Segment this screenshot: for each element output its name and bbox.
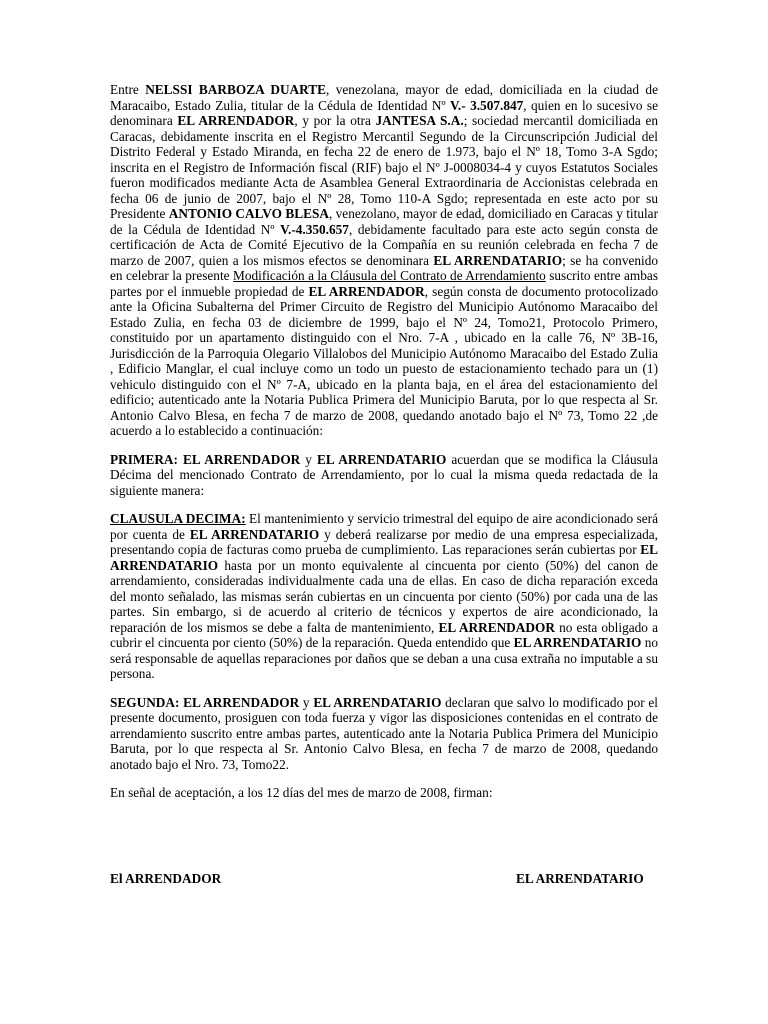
- closing-statement: En señal de aceptación, a los 12 días del mes de marzo de 2008, firman:: [110, 785, 493, 800]
- document-body: [110, 82, 658, 801]
- signature-arrendador: El ARRENDADOR: [110, 871, 222, 886]
- text-run: EL ARRENDATARIO: [313, 694, 442, 710]
- text-run: EL ARRENDADOR: [308, 283, 425, 299]
- clause-segunda: SEGUNDA: EL ARRENDADOR y EL ARRENDATARIO declaran que salvo lo modificado por el presente documento, prosiguen con toda fuerza y vigor las disposiciones contenidas en el contrato de arrendamiento suscrito entre ambas partes, autenticado ante la Notaria Publica Primera del Municipio Baruta, por lo que respecta al Sr. Antonio Calvo Blesa, en fecha 7 de marzo de 2008, quedando anotado bajo el Nro. 73, Tomo22.: [110, 694, 659, 772]
- clause-decima: CLAUSULA DECIMA: El mantenimiento y servicio trimestral del equipo de aire acondicionado será por cuenta de EL ARRENDATARIO y deberá realizarse por medio de una empresa especializada, presentando copia de facturas como prueba de cumplimiento. Las reparaciones serán cubiertas por EL ARRENDATARIO hasta por un monto equivalente al cincuenta por ciento (50%) del canon de arrendamiento, consideradas individualmente cada una de ellas. En caso de dicha reparación exceda del monto señalado, las mismas serán cubiertas en un cincuenta por ciento (50%) por cada una de las partes. Sin embargo, si de acuerdo al criterio de técnicos y expertos de aire acondicionado, la reparación de los mismos se debe a falta de mantenimiento, EL ARRENDADOR no esta obligado a cubrir el cincuenta por ciento (50%) de la reparación. Queda entendido que EL ARRENDATARIO no será responsable de aquellas reparaciones por daños que se deban a una cusa extraña no imputable a su persona.: [110, 511, 659, 681]
- text-run: EL ARRENDATARIO: [513, 635, 642, 650]
- intro-paragraph: Entre NELSSI BARBOZA DUARTE, venezolana, mayor de edad, domiciliada en la ciudad de Maracaibo, Estado Zulia, titular de la Cédula de Identidad Nº V.- 3.507.847, quien en lo sucesivo se denominara EL ARRENDADOR, y por la otra JANTESA S.A.; sociedad mercantil domiciliada en Caracas, debidamente inscrita en el Registro Mercantil Segundo de la Circunscripción Judicial del Distrito Federal y Estado Miranda, en fecha 22 de enero de 1.973, bajo el Nº 18, Tomo 3-A Sgdo; inscrita en el Registro de Información fiscal (RIF) bajo el Nº J-0008034-4 y cuyos Estatutos Sociales fueron modificados mediante Acta de Asamblea General Extraordinaria de Accionistas celebrada en fecha 06 de junio de 2007, bajo el Nº 28, Tomo 110-A Sgdo; representada en este acto por su Presidente ANTONIO CALVO BLESA, venezolano, mayor de edad, domiciliado en Caracas y titular de la Cédula de Identidad Nº V.-4.350.657, debidamente facultado para este acto según consta de certificación de Acta de Comité Ejecutivo de la Compañía en su reunión celebrada en fecha 7 de marzo de 2007, quien a los mismos efectos se denominara EL ARRENDATARIO; se ha convenido en celebrar la presente Modificación a la Cláusula del Contrato de Arrendamiento suscrito entre ambas partes por el inmueble propiedad de EL ARRENDADOR, según consta de documento protocolizado ante la Oficina Subalterna del Primer Circuito de Registro del Municipio Autónomo Maracaibo del Estado Zulia, en fecha 03 de diciembre de 1999, bajo el Nº 24, Tomo21, Protocolo Primero, constituido por un apartamento distinguido con el Nro. 7-A , ubicado en la calle 76, Nº 3B-16, Jurisdicción de la Parroquia Olegario Villalobos del Municipio Autónomo Maracaibo del Estado Zulia , Edificio Manglar, el cual incluye como un todo un puesto de estacionamiento techado para un (1) vehiculo distinguido con el Nº 7-A, ubicado en la planta baja, en el área del estacionamiento del edificio; autenticado ante la Notaria Publica Primera del Municipio Baruta, por lo que respecta al Sr. Antonio Calvo Blesa, en fecha 7 de marzo de 2008, quedando anotado bajo el Nº 73, Tomo 22 ,de acuerdo a lo establecido a continuación:: [110, 82, 659, 438]
- text-run: NELSSI BARBOZA DUARTE: [145, 82, 327, 97]
- text-run: V.-4.350.657: [280, 221, 349, 237]
- text-run: PRIMERA: EL ARRENDADOR: [110, 451, 301, 467]
- text-run: EL ARRENDATARIO: [110, 542, 658, 573]
- text-run: EL ARRENDATARIO: [316, 451, 447, 467]
- signature-arrendatario: EL ARRENDATARIO: [516, 871, 644, 886]
- text-run: JANTESA S.A.: [375, 113, 464, 128]
- text-run: ANTONIO CALVO BLESA: [168, 206, 329, 221]
- text-run: EL ARRENDATARIO: [433, 252, 563, 268]
- text-run: CLAUSULA DECIMA:: [110, 511, 246, 526]
- text-run: SEGUNDA: EL ARRENDADOR: [110, 694, 300, 710]
- text-run: EL ARRENDADOR: [438, 619, 555, 635]
- text-run: EL ARRENDATARIO: [189, 526, 320, 542]
- clause-primera: PRIMERA: EL ARRENDADOR y EL ARRENDATARIO acuerdan que se modifica la Cláusula Décima del mencionado Contrato de Arrendamiento, por lo cual la misma queda redactada de la siguiente manera:: [110, 451, 659, 498]
- text-run: V.- 3.507.847: [450, 97, 524, 113]
- text-run: Modificación a la Cláusula del Contrato de Arrendamiento: [233, 268, 546, 283]
- text-run: EL ARRENDADOR: [177, 113, 295, 128]
